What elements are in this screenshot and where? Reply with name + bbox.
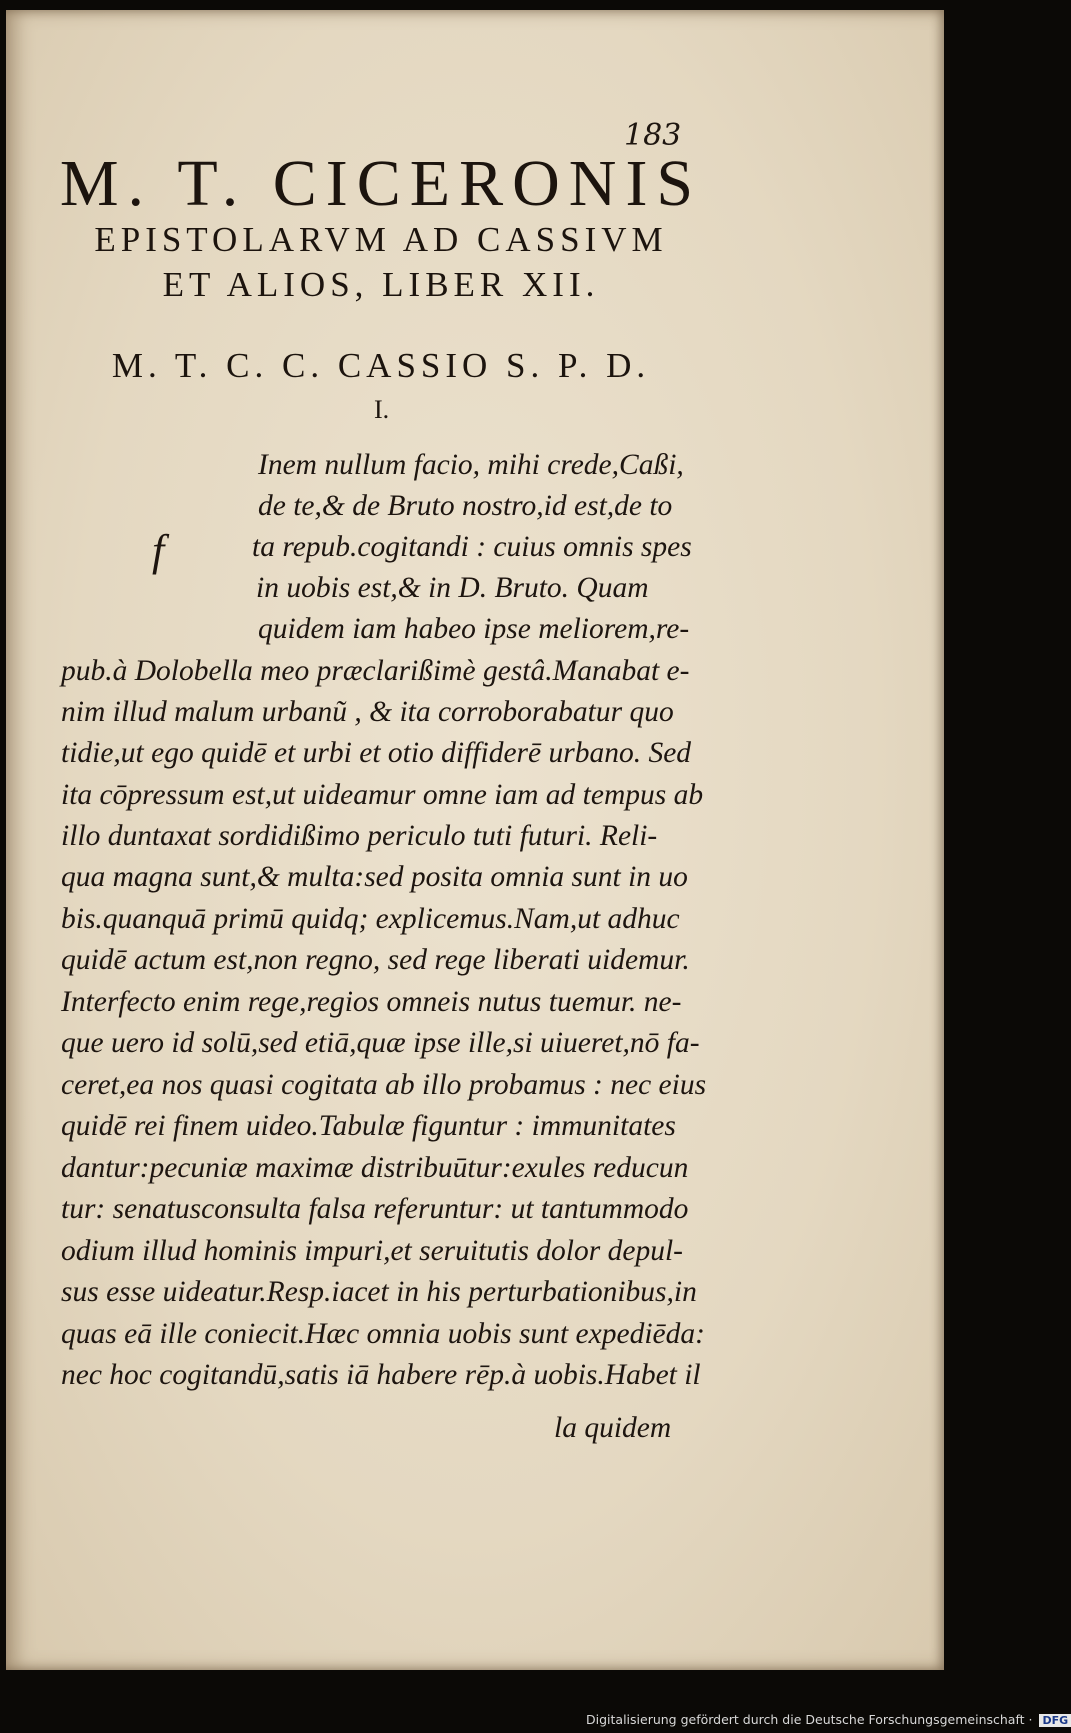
- letter-address: M. T. C. C. CASSIO S. P. D.: [111, 346, 651, 385]
- text-line: in uobis est,& in D. Bruto. Quam: [256, 572, 649, 604]
- text-line: bis.quanquā primū quidq; explicemus.Nam,ut adhuc: [61, 903, 680, 935]
- text-line: pub.à Dolobella meo præclarißimè gestâ.Manabat e-: [61, 655, 690, 687]
- text-line: ita cōpressum est,ut uideamur omne iam ad tempus ab: [61, 779, 704, 811]
- catchword: la quidem: [554, 1412, 672, 1444]
- text-line: tidie,ut ego quidē et urbi et otio diffiderē urbano. Sed: [61, 737, 692, 769]
- text-line: que uero id solū,sed etiā,quæ ipse ille,si uiueret,nō fa-: [61, 1027, 700, 1059]
- text-line: ta repub.cogitandi : cuius omnis spes: [252, 531, 692, 563]
- page-number: 183: [624, 118, 682, 153]
- text-line: odium illud hominis impuri,et seruitutis dolor depul-: [61, 1235, 683, 1267]
- text-line: nim illud malum urbanũ , & ita corroborabatur quo: [61, 696, 674, 728]
- subtitle-line-1: EPISTOLARVM AD CASSIVM: [94, 220, 668, 259]
- text-line: quas eā ille coniecit.Hæc omnia uobis sunt expediēda:: [61, 1318, 705, 1350]
- text-line: de te,& de Bruto nostro,id est,de to: [258, 490, 673, 522]
- text-line: Interfecto enim rege,regios omneis nutus tuemur. ne-: [61, 986, 682, 1018]
- dfg-logo: DFG: [1039, 1714, 1071, 1727]
- letter-number: I.: [374, 395, 390, 424]
- page-title: M. T. CICERONIS: [59, 147, 703, 220]
- text-line: nec hoc cogitandū,satis iā habere rēp.à uobis.Habet il: [61, 1359, 701, 1391]
- text-line: quidē actum est,non regno, sed rege liberati uidemur.: [61, 944, 690, 976]
- text-line: dantur:pecuniæ maximæ distribuūtur:exules reducun: [61, 1152, 689, 1184]
- text-line: ceret,ea nos quasi cogitata ab illo probamus : nec eius: [61, 1069, 707, 1101]
- text-line: quidem iam habeo ipse meliorem,re-: [258, 613, 690, 645]
- initial-letter: f: [152, 526, 165, 575]
- text-line: tur: senatusconsulta falsa referuntur: ut tantummodo: [61, 1193, 689, 1225]
- subtitle-line-2: ET ALIOS, LIBER XII.: [162, 265, 600, 304]
- text-line: illo duntaxat sordidißimo periculo tuti futuri. Reli-: [61, 820, 658, 852]
- text-line: Inem nullum facio, mihi crede,Caßi,: [258, 449, 684, 481]
- credit-text: Digitalisierung gefördert durch die Deutsche Forschungsgemeinschaft ·: [586, 1712, 1033, 1727]
- text-line: sus esse uideatur.Resp.iacet in his perturbationibus,in: [61, 1276, 697, 1308]
- digitization-credit: [586, 1712, 1071, 1727]
- text-line: qua magna sunt,& multa:sed posita omnia sunt in uo: [61, 861, 688, 893]
- text-line: quidē rei finem uideo.Tabulæ figuntur : immunitates: [61, 1110, 676, 1142]
- book-page: [6, 10, 944, 1670]
